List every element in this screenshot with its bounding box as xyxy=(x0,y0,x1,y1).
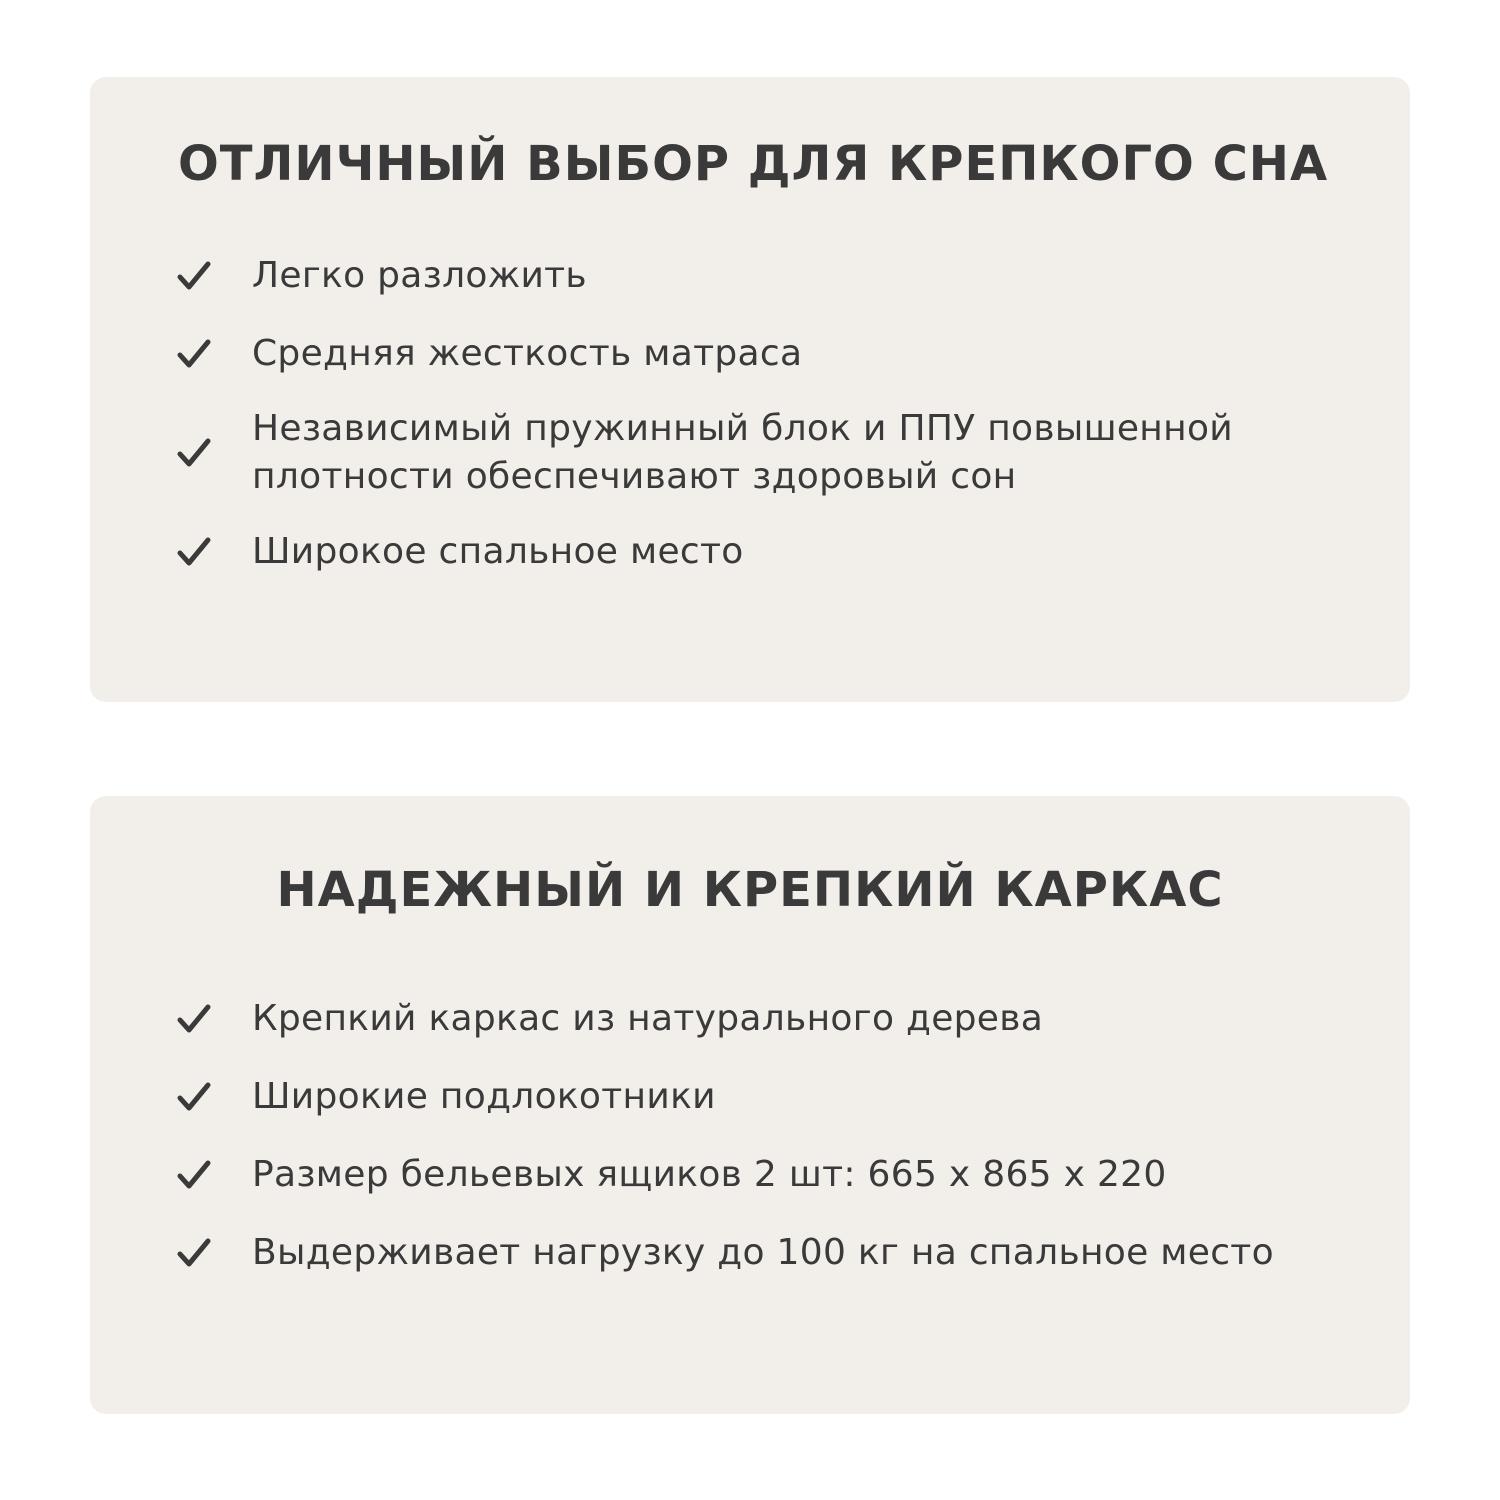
check-icon xyxy=(176,1157,212,1193)
feature-text: Средняя жесткость матраса xyxy=(252,333,803,374)
check-icon xyxy=(176,336,212,372)
feature-item xyxy=(176,327,1360,381)
panel-title: НАДЕЖНЫЙ И КРЕПКИЙ КАРКАС xyxy=(276,862,1224,918)
feature-item xyxy=(176,405,1360,501)
feature-item xyxy=(176,992,1360,1046)
panel-title: ОТЛИЧНЫЙ ВЫБОР ДЛЯ КРЕПКОГО СНА xyxy=(178,136,1329,192)
feature-item xyxy=(176,249,1360,303)
feature-text: Легко разложить xyxy=(252,255,587,296)
check-icon xyxy=(176,435,212,471)
feature-text: Широкое спальное место xyxy=(252,531,744,572)
feature-list xyxy=(176,992,1360,1304)
feature-item xyxy=(176,1070,1360,1124)
feature-panel-frame xyxy=(90,796,1410,1414)
feature-panel-sleep xyxy=(90,77,1410,702)
feature-item xyxy=(176,1148,1360,1202)
feature-text: Независимый пружинный блок и ППУ повышенной плотности обеспечивают здоровый сон xyxy=(252,408,1233,497)
check-icon xyxy=(176,534,212,570)
feature-text: Размер бельевых ящиков 2 шт: 665 х 865 х 220 xyxy=(252,1154,1167,1195)
feature-item xyxy=(176,525,1360,579)
feature-list xyxy=(176,249,1360,603)
feature-text: Крепкий каркас из натурального дерева xyxy=(252,998,1044,1039)
check-icon xyxy=(176,1079,212,1115)
check-icon xyxy=(176,258,212,294)
feature-text: Широкие подлокотники xyxy=(252,1076,716,1117)
check-icon xyxy=(176,1235,212,1271)
feature-item xyxy=(176,1226,1360,1280)
check-icon xyxy=(176,1001,212,1037)
feature-text: Выдерживает нагрузку до 100 кг на спальное место xyxy=(252,1232,1274,1273)
